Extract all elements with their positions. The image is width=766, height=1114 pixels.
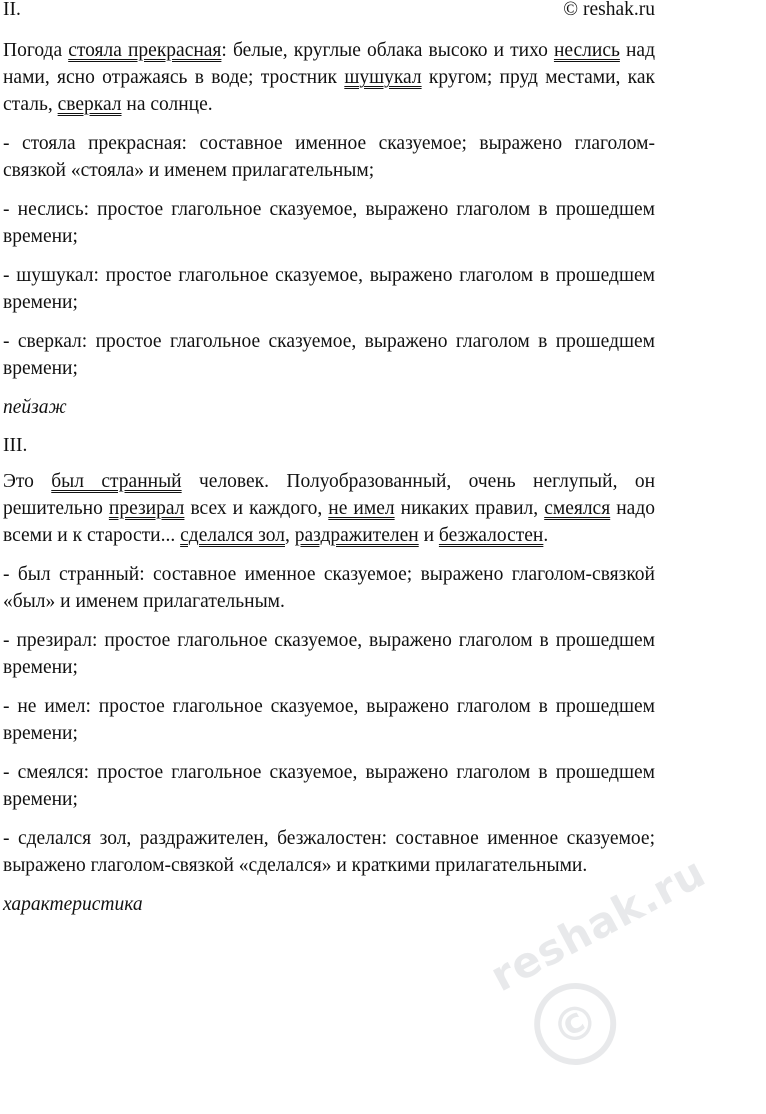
- section-iii-label: характеристика: [3, 894, 143, 915]
- section-ii-sentence: [3, 37, 655, 118]
- underlined-predicate: раздражителен: [294, 525, 419, 546]
- analysis-item: - был странный: составное именное сказуемое; выражено глаголом-связкой «был» и именем прилагательным.: [3, 564, 655, 612]
- sentence-text: кругом; пруд местами, как сталь,: [3, 67, 655, 115]
- section-iii-analysis: [3, 561, 655, 879]
- sentence-text: над нами, ясно отражаясь в воде; тростник: [3, 40, 656, 88]
- sentence-text: : белые, круглые облака высоко и тихо: [221, 40, 554, 61]
- analysis-item: - шушукал: простое глагольное сказуемое, выражено глаголом в прошедшем времени;: [3, 265, 655, 313]
- underlined-predicate: безжалостен: [438, 525, 544, 546]
- underlined-predicate: стояла прекрасная: [68, 40, 222, 61]
- site-credit: © reshak.ru: [563, 0, 655, 20]
- underlined-predicate: шушукал: [344, 67, 422, 88]
- sentence-text: Это: [3, 471, 52, 492]
- analysis-item: - сверкал: простое глагольное сказуемое, выражено глаголом в прошедшем времени;: [3, 331, 655, 379]
- document-page: [3, 0, 655, 918]
- sentence-text: ,: [284, 525, 295, 546]
- copyright-icon: ©: [520, 968, 631, 1079]
- analysis-item: - сделался зол, раздражителен, безжалостен: составное именное сказуемое; выражено глаголом-связкой «сделался» и краткими прилагательными.: [3, 828, 655, 876]
- analysis-item: - не имел: простое глагольное сказуемое, выражено глаголом в прошедшем времени;: [3, 696, 655, 744]
- sentence-text: человек. Полуобразованный, очень неглупый, он решительно: [3, 471, 656, 519]
- page-header: [3, 0, 655, 28]
- underlined-predicate: смеялся: [544, 498, 611, 519]
- analysis-item: - презирал: простое глагольное сказуемое, выражено глаголом в прошедшем времени;: [3, 630, 655, 678]
- underlined-predicate: не имел: [328, 498, 395, 519]
- underlined-predicate: сделался зол: [180, 525, 285, 546]
- sentence-text: всех и каждого,: [184, 498, 329, 519]
- underlined-predicate: неслись: [553, 40, 620, 61]
- underlined-predicate: сверкал: [57, 94, 122, 115]
- sentence-text: никаких правил,: [394, 498, 545, 519]
- underlined-predicate: презирал: [108, 498, 185, 519]
- section-iii-title: III.: [3, 435, 28, 456]
- sentence-text: Погода: [3, 40, 69, 61]
- section-ii-analysis: [3, 130, 655, 382]
- sentence-text: и: [418, 525, 439, 546]
- underlined-predicate: был странный: [51, 471, 182, 492]
- sentence-text: надо всеми и к старости...: [3, 498, 655, 546]
- watermark-text: reshak.ru: [482, 847, 714, 1002]
- analysis-item: - стояла прекрасная: составное именное сказуемое; выражено глаголом-связкой «стояла» и именем прилагательным;: [3, 133, 655, 181]
- sentence-text: .: [543, 525, 549, 546]
- analysis-item: - неслись: простое глагольное сказуемое, выражено глаголом в прошедшем времени;: [3, 199, 655, 247]
- section-ii-label: пейзаж: [3, 397, 67, 418]
- sentence-text: на солнце.: [121, 94, 213, 115]
- analysis-item: - смеялся: простое глагольное сказуемое, выражено глаголом в прошедшем времени;: [3, 762, 655, 810]
- section-ii-title: II.: [3, 0, 21, 20]
- section-iii-sentence: [3, 468, 655, 549]
